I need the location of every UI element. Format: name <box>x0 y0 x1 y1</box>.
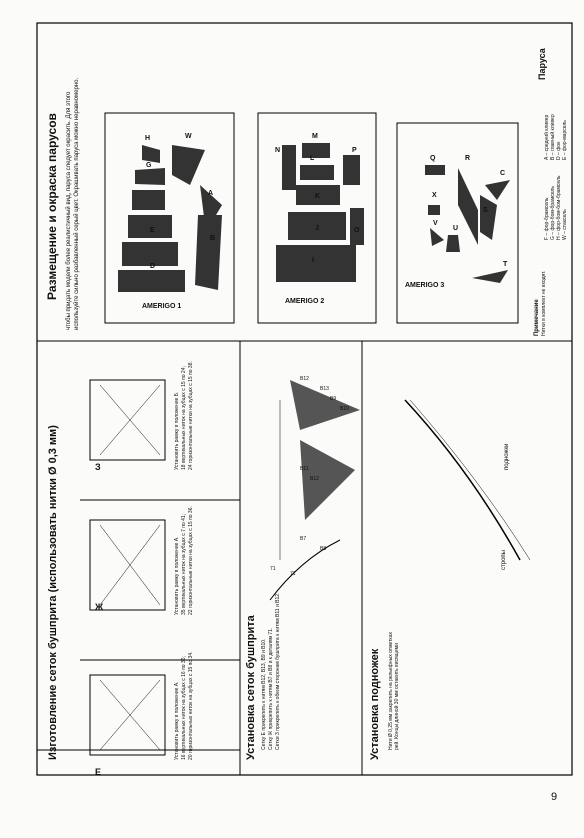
legend-item: F – фор-брамсель <box>544 197 550 240</box>
install-title: Установка сеток бушприта <box>245 615 257 760</box>
sail-letter: X <box>432 192 437 199</box>
bowsprit-label: B8 <box>320 546 327 552</box>
bowsprit-label: B12 <box>310 476 319 482</box>
footropes-title: Установка подножек <box>369 648 381 760</box>
net-panel-zh <box>90 506 194 615</box>
sail-letter: J <box>315 225 319 232</box>
bowsprit-diagram <box>270 376 360 600</box>
legend-col-1 <box>543 114 568 240</box>
sail-letter: L <box>310 155 315 162</box>
legend-item: B – главный кливер <box>550 114 556 160</box>
sail-letter: U <box>453 225 459 232</box>
sail-letter: Q <box>430 155 436 162</box>
net-panel-e <box>90 651 194 777</box>
legend-item: H – фор-бом-бом-брамсель <box>556 175 562 240</box>
sail-letter: I <box>312 257 314 264</box>
bowsprit-label: 71 <box>270 566 276 572</box>
sail-letter: R <box>465 155 471 162</box>
sail-letter: N <box>275 147 281 154</box>
bowsprit-label: 71 <box>290 571 296 577</box>
net-letter: З <box>95 462 101 472</box>
legend <box>543 114 568 240</box>
bowsprit-label: B9 <box>330 396 337 402</box>
note-text: Нитки в комплект не входят. <box>541 270 547 336</box>
sail-letter: B <box>210 235 216 242</box>
net-text: 24 горизонтальные нитки на зубцах с 15 по 38. <box>188 361 194 470</box>
sail-letter: V <box>433 220 438 227</box>
bowsprit-label: B11 <box>300 466 309 472</box>
sail-letter: W <box>185 133 192 140</box>
sail-letter: D <box>150 263 156 270</box>
sails-title: Размещение и окраска парусов <box>45 113 59 300</box>
net-text: 22 горизонтальные нитки на зубцах с 15 по 36. <box>188 506 194 615</box>
sail-letter: C <box>500 170 506 177</box>
nets-title: Изготовление сеток бушприта (использовать нитки Ø 0,3 мм) <box>47 425 59 760</box>
sail-panel-amerigo-2 <box>258 113 376 323</box>
footropes-text: Нити Ø 0,25 мм закрепить на рельефных отметках <box>388 631 394 750</box>
legend-item: D – фок <box>556 141 562 160</box>
install-text: Сетки З прикрепить к обеим сторонам бушприта к нитям В11 и В12. <box>275 592 281 750</box>
net-panel-z <box>90 361 194 472</box>
sail-letter: O <box>354 227 360 234</box>
legend-item: E – фор-марсель <box>562 120 568 160</box>
sail-panel-amerigo-3 <box>397 123 518 323</box>
sail-panel-label: AMERIGO 2 <box>285 298 325 305</box>
footrope-diagram <box>405 400 530 570</box>
sail-panel-label: AMERIGO 1 <box>142 303 182 310</box>
net-text: 18 вертикальных ниток на зубцах с 15 по 24; <box>181 366 187 470</box>
sail-letter: T <box>503 261 508 268</box>
sail-letter: K <box>315 193 321 200</box>
sail-letter: A <box>208 190 214 197</box>
install-text: Сетку Ж прикрепить к нитям В7 и В8 и к деталям 71. <box>268 627 274 750</box>
sails-intro-2: используйте сильно разбавленный серый цвет. Окрашивать паруса можно неравномерно. <box>74 77 80 330</box>
legend-item: A – средний кливер <box>544 114 550 160</box>
footrope-label: подножки <box>504 443 510 470</box>
page-number: 9 <box>551 791 558 803</box>
bowsprit-label: B10 <box>340 406 349 412</box>
net-text: Установить рамку в положение А. <box>174 536 180 615</box>
legend-item: W – стаксель <box>562 209 568 240</box>
legend-item: G – фор-бом-брамсель <box>550 185 556 240</box>
net-text: 35 вертикальных ниток на зубцах с 7 по 41; <box>181 513 187 615</box>
bowsprit-label: B12 <box>300 376 309 382</box>
net-letter: Ж <box>95 602 104 612</box>
sail-letter: H <box>145 135 151 142</box>
footropes-text: рей. Концы длиной 30 мм оставить висящими <box>394 643 400 750</box>
legend-title: Паруса <box>537 48 547 80</box>
sails-intro-1: чтобы придать модели более реалистичный вид, паруса следует окрасить. Для этого <box>66 91 72 330</box>
bowsprit-label: B13 <box>320 386 329 392</box>
sail-letter: G <box>146 162 152 169</box>
sail-letter: P <box>352 147 357 154</box>
sail-panel-amerigo-1 <box>105 113 234 323</box>
sail-panel-label: AMERIGO 3 <box>405 282 445 289</box>
net-letter: E <box>95 767 102 777</box>
net-text: Установить рамку в положение Б. <box>174 391 180 470</box>
sail-letter: E <box>150 227 155 234</box>
net-text: 20 горизонтальных ниток на зубцах с 15 по 34. <box>188 651 194 760</box>
net-text: 16 вертикальных ниток на зубцах с 16 по 36; <box>181 656 187 760</box>
sail-letter: S <box>483 207 488 214</box>
install-text: Сетку Е прикрепить к нитям В12, В13, В9 и В10. <box>261 638 267 750</box>
note-title: Примечание <box>534 299 540 336</box>
footrope-label: стропы <box>501 550 507 570</box>
net-text: Установить рамку в положение А. <box>174 681 180 760</box>
sail-letter: M <box>312 133 318 140</box>
bowsprit-label: B7 <box>300 536 307 542</box>
